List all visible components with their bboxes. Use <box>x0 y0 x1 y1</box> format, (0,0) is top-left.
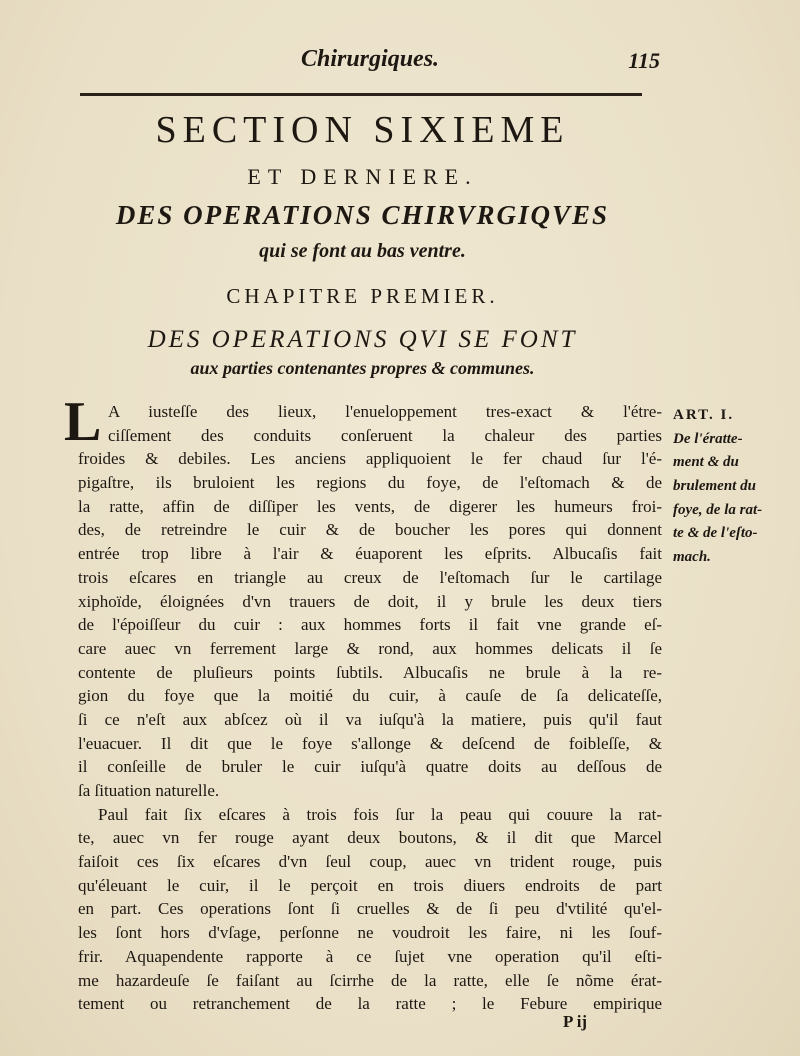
marginal-line: brulement du <box>673 478 756 495</box>
drop-cap: L <box>64 391 102 453</box>
marginal-note <box>673 404 793 570</box>
body-line: te, auec vn fer rouge ayant deux boutons, & il dit que Marcel <box>78 828 662 848</box>
body-line: qu'éleuant le cuir, il le perçoit en trois diuers endroits de part <box>78 875 662 895</box>
body-line: gion du foye que la moitié du cuir, à cauſe de ſa delicateſſe, <box>78 686 662 706</box>
marginal-line: De l'ératte- <box>673 430 743 447</box>
body-line: l'euacuer. Il dit que le foye s'allonge & deſcend de foibleſſe, & <box>78 733 662 753</box>
body-line: contente de pluſieurs points ſubtils. Albucaſis ne brule à la re- <box>78 662 662 682</box>
body-line: pigaſtre, ils bruloient les regions du foye, de l'eſtomach & de <box>78 473 662 493</box>
body-line: les ſont hors d'vſage, perſonne ne voudroit les faire, ni les ſouf- <box>78 923 662 943</box>
body-line: tement ou retranchement de la ratte ; le Febure empirique <box>78 994 662 1014</box>
operations-subtitle: qui se font au bas ventre. <box>259 240 466 262</box>
section-title: SECTION SIXIEME <box>155 109 570 151</box>
running-title: Chirurgiques. <box>300 46 440 72</box>
marginal-line: foye, de la rat- <box>673 501 763 518</box>
body-line: des, de retreindre le cuir & de boucher les pores qui donnent <box>78 520 662 540</box>
section-subtitle: ET DERNIERE. <box>247 164 478 189</box>
body-line: xiphoïde, éloignées d'vn trauers de doit, il y brule les deux tiers <box>78 591 662 611</box>
body-line: entrée trop libre à l'air & éuaporent les eſprits. Albucaſis fait <box>78 544 662 564</box>
marginal-line: ment & du <box>673 454 739 471</box>
body-line: ſi ce n'eſt aux abſcez où il va iuſqu'à la matiere, puis qu'il faut <box>78 709 662 729</box>
body-line: trois eſcares en triangle au creux de l'eſtomach ſur le cartilage <box>78 567 662 587</box>
marginal-line: te & de l'eſto- <box>673 525 758 542</box>
body-line: me hazardeuſe ſe faiſant au ſcirrhe de la ratte, elle ſe nõme érat- <box>78 970 662 990</box>
body-line: en part. Ces operations ſont ſi cruelles & de ſi peu d'vtilité qu'el- <box>78 899 662 919</box>
running-head <box>80 40 660 80</box>
marginal-article: ART. I. <box>673 407 735 423</box>
chapter-heading-line1: DES OPERATIONS QVI SE FONT <box>147 326 578 353</box>
body-line: frir. Aquapendente rapporte à ce ſujet vne operation qu'il eſti- <box>78 946 662 966</box>
signature-mark: P ij <box>563 1012 588 1031</box>
body-line: Paul fait ſix eſcares à trois fois ſur la peau qui couure la rat- <box>98 804 662 824</box>
body-line: care auec vn ferrement large & rond, aux hommes delicats il ſe <box>78 638 662 658</box>
header-rule <box>80 93 642 96</box>
page-number: 115 <box>628 48 660 73</box>
chapter-title: CHAPITRE PREMIER. <box>226 284 499 308</box>
chapter-heading-line2: aux parties contenantes propres & communes. <box>190 358 535 378</box>
body-line: froides & debiles. Les anciens appliquoient le fer chaud ſur l'é- <box>78 449 662 469</box>
body-line: ſa ſituation naturelle. <box>78 781 220 800</box>
operations-title: DES OPERATIONS CHIRVRGIQVES <box>115 200 610 230</box>
body-line-text: A iusteſſe des lieux, l'enueloppement tres-exact & l'étre- <box>108 402 662 421</box>
body-line: ciſſement des conduits conſeruent la chaleur des parties <box>108 425 662 445</box>
body-line: il conſeille de bruler le cuir iuſqu'à quatre doits au deſſous de <box>78 757 662 777</box>
body-line: la ratte, affin de diſſiper les vents, de digerer les humeurs froi- <box>78 496 662 516</box>
marginal-line: mach. <box>673 549 711 566</box>
body-line: faiſoit ces ſix eſcares d'vn ſeul coup, auec vn trident rouge, puis <box>78 852 662 872</box>
body-text <box>64 391 662 1016</box>
body-line: de l'époiſſeur du cuir : aux hommes forts il fait vne grande eſ- <box>78 615 662 635</box>
